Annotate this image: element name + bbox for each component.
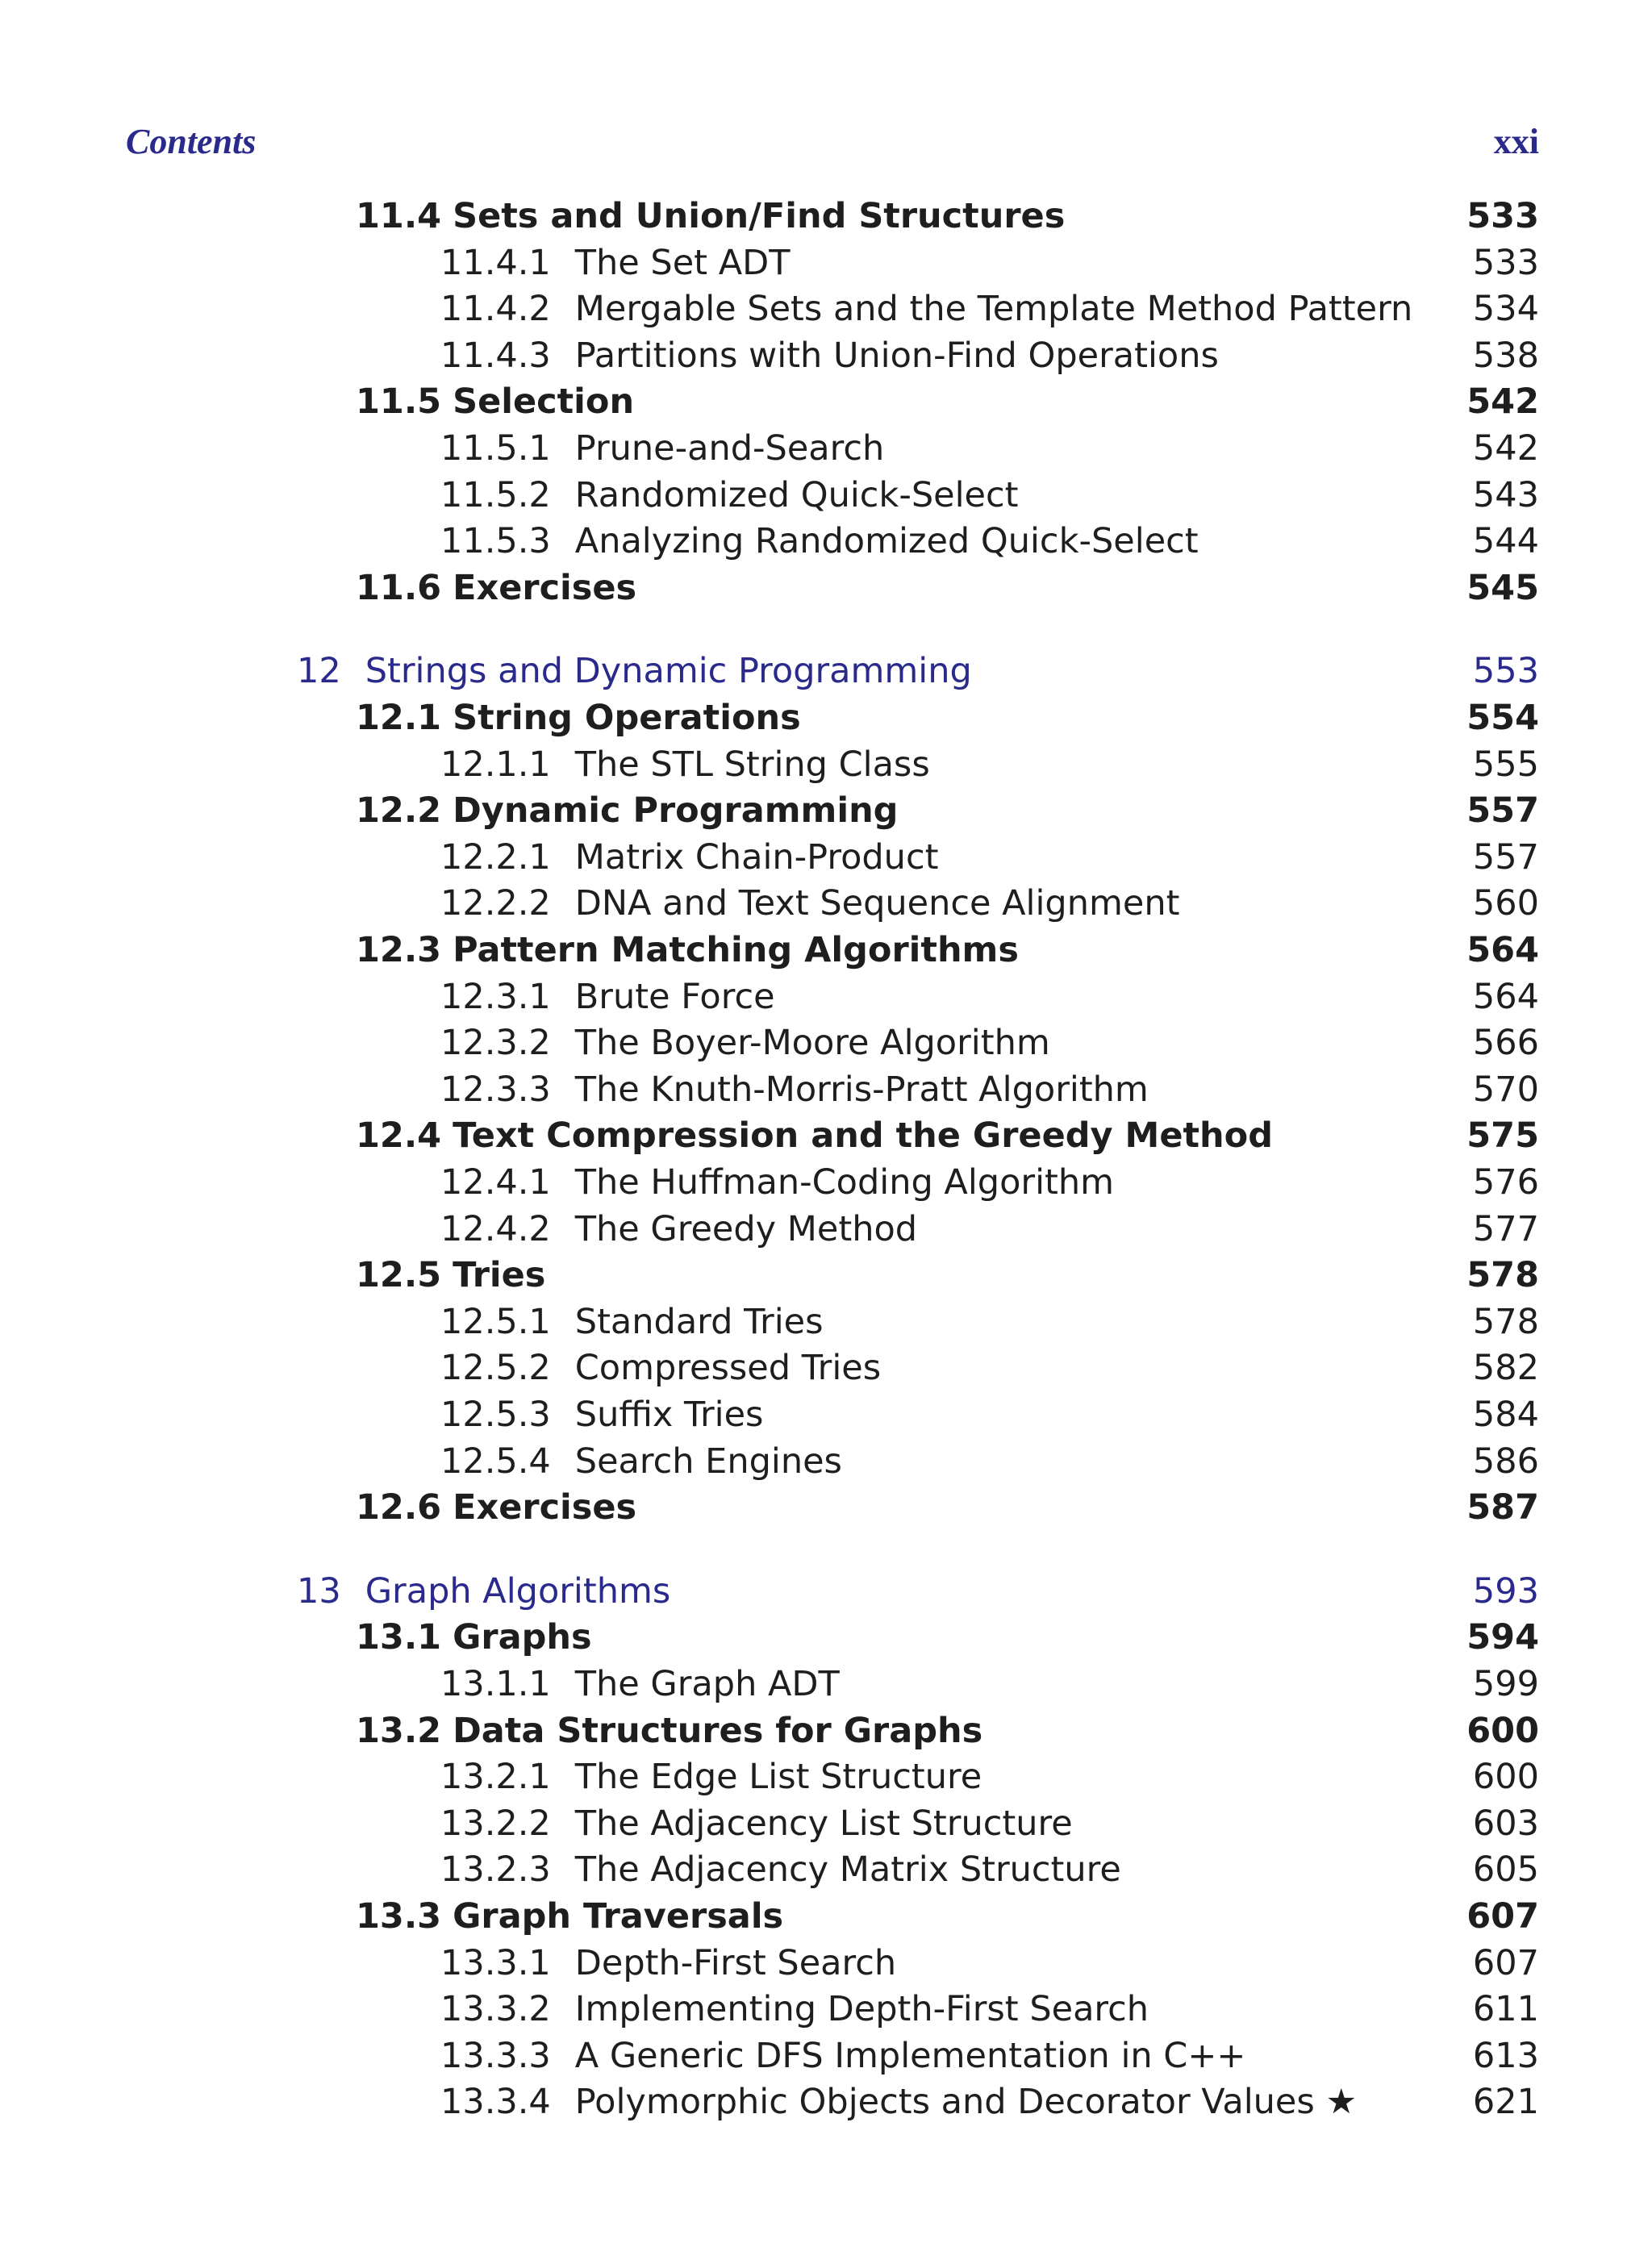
toc-entry-number: 11.5 [356,382,442,422]
toc-entry-page-number: 554 [1457,695,1539,741]
toc-entry-page-number: 570 [1463,1067,1539,1113]
toc-entry-page-number: 603 [1463,1801,1539,1847]
toc-entry-label [440,1299,835,1345]
toc-entry-page-number: 545 [1457,565,1539,611]
toc-entry-page-number: 586 [1463,1439,1539,1485]
toc-entry-page-number: 576 [1463,1160,1539,1206]
toc-entry-page-number: 607 [1457,1894,1539,1940]
toc-entry-section[interactable] [356,1485,1539,1531]
toc-entry-label [440,473,1030,519]
toc-entry-number: 12.1 [356,698,442,738]
toc-entry-title: Strings and Dynamic Programming [365,651,972,691]
toc-entry-label [440,974,786,1020]
toc-entry-title: Exercises [453,1487,637,1528]
toc-entry-title: The Set ADT [574,243,791,283]
toc-entry-number: 12.5.2 [440,1348,551,1388]
toc-entry-number: 13.3.2 [440,1989,551,2029]
toc-entry-number: 13.3.1 [440,1943,551,1983]
toc-entry-label [440,2079,1368,2125]
toc-entry-page-number: 594 [1457,1615,1539,1661]
toc-entry-number: 13 [297,1571,341,1612]
toc-entry-label [356,788,909,834]
toc-entry-page-number: 542 [1463,426,1539,472]
toc-entry-title: Partitions with Union-Find Operations [574,336,1219,376]
toc-entry-page-number: 564 [1463,974,1539,1020]
running-head-page-number: xxi [1493,122,1539,161]
toc-entry-page-number: 543 [1463,473,1539,519]
toc-entry-sub[interactable] [440,2079,1539,2125]
toc-entry-title: Prune-and-Search [574,428,885,469]
toc-entry-number: 11.6 [356,568,442,608]
toc-entry-label [356,565,648,611]
toc-entry-page-number: 577 [1463,1207,1539,1253]
toc-entry-number: 13.3 [356,1896,442,1937]
toc-entry-page-number: 607 [1463,1941,1539,1987]
toc-entry-label [356,928,1030,974]
toc-entry-title: Matrix Chain-Product [574,837,939,878]
toc-entry-label [297,1569,682,1615]
toc-entry-page-number: 560 [1463,881,1539,927]
toc-entry-label [440,1941,907,1987]
toc-entry-sub[interactable] [440,1801,1539,1847]
toc-entry-label [356,1708,994,1754]
toc-entry-section[interactable] [356,379,1539,425]
toc-entry-title: Exercises [453,568,637,608]
toc-entry-number: 12.1.1 [440,744,551,785]
toc-entry-title: Implementing Depth-First Search [574,1989,1149,2029]
toc-entry-page-number: 542 [1457,379,1539,425]
toc-entry-page-number: 557 [1457,788,1539,834]
toc-entry-sub[interactable] [440,835,1539,881]
toc-entry-title: Text Compression and the Greedy Method [453,1115,1273,1156]
toc-entry-title: Graphs [453,1617,592,1657]
toc-entry-title: Randomized Quick-Select [574,475,1019,515]
toc-entry-page-number: 575 [1457,1113,1539,1159]
toc-entry-page-number: 578 [1463,1299,1539,1345]
toc-entry-section[interactable] [356,1113,1539,1159]
toc-entry-sub[interactable] [440,1067,1539,1113]
toc-entry-title: A Generic DFS Implementation in C++ [574,2036,1246,2076]
toc-entry-number: 13.1.1 [440,1664,551,1704]
toc-entry-number: 12.6 [356,1487,442,1528]
toc-entry-title: The Greedy Method [574,1209,918,1249]
toc-entry-section[interactable] [356,695,1539,741]
toc-entry-title: The Adjacency Matrix Structure [574,1849,1121,1890]
toc-entry-number: 12.2.2 [440,883,551,924]
toc-entry-title: Mergable Sets and the Template Method Pattern [574,289,1413,329]
toc-entry-section[interactable] [356,1894,1539,1940]
toc-entry-sub[interactable] [440,1439,1539,1485]
toc-entry-title: Brute Force [574,977,775,1017]
toc-entry-section[interactable] [356,194,1539,240]
toc-entry-number: 12.5.4 [440,1441,551,1482]
toc-entry-number: 13.2.2 [440,1803,551,1844]
toc-entry-number: 12 [297,651,341,691]
toc-entry-label [440,333,1230,379]
toc-entry-page-number: 544 [1463,519,1539,565]
toc-entry-section[interactable] [356,1615,1539,1661]
toc-entry-title: Sets and Union/Find Structures [453,196,1066,236]
toc-entry-title: Search Engines [574,1441,842,1482]
toc-entry-page-number: 538 [1463,333,1539,379]
toc-entry-page-number: 593 [1463,1569,1539,1615]
toc-entry-sub[interactable] [440,1754,1539,1800]
toc-entry-title: The Edge List Structure [574,1757,982,1797]
toc-entry-title: Graph Algorithms [365,1571,671,1612]
toc-entry-page-number: 555 [1463,742,1539,788]
toc-entry-label [440,881,1191,927]
toc-entry-number: 12.5.3 [440,1395,551,1435]
toc-entry-title: Compressed Tries [574,1348,882,1388]
toc-entry-number: 13.2.3 [440,1849,551,1890]
toc-entry-page-number: 600 [1457,1708,1539,1754]
toc-entry-label [440,2033,1257,2079]
toc-entry-title: Suffix Tries [574,1395,764,1435]
toc-entry-number: 11.5.2 [440,475,551,515]
toc-entry-page-number: 611 [1463,1987,1539,2033]
toc-entry-sub[interactable] [440,742,1539,788]
toc-entry-label [440,1439,853,1485]
toc-entry-label [356,1253,557,1299]
toc-entry-number: 11.5.1 [440,428,551,469]
toc-entry-number: 13.1 [356,1617,442,1657]
toc-entry-number: 12.3 [356,930,442,970]
toc-entry-label [356,1615,603,1661]
toc-entry-number: 13.2 [356,1711,442,1751]
toc-entry-label [440,1662,851,1708]
toc-entry-number: 12.5.1 [440,1302,551,1342]
toc-entry-title: Graph Traversals [453,1896,784,1937]
toc-entry-chapter[interactable] [297,1569,1539,1615]
toc-entry-sub[interactable] [440,1020,1539,1066]
toc-entry-title: The Huffman-Coding Algorithm [574,1162,1115,1203]
toc-entry-number: 12.4.2 [440,1209,551,1249]
toc-entry-number: 13.3.3 [440,2036,551,2076]
toc-entry-page-number: 600 [1463,1754,1539,1800]
toc-entry-section[interactable] [356,928,1539,974]
toc-entry-number: 12.4 [356,1115,442,1156]
toc-entry-sub[interactable] [440,1987,1539,2033]
toc-entry-section[interactable] [356,565,1539,611]
toc-entry-label [440,1067,1160,1113]
toc-entry-sub[interactable] [440,519,1539,565]
toc-entry-page-number: 533 [1457,194,1539,240]
toc-entry-title: String Operations [453,698,801,738]
toc-entry-label [440,519,1210,565]
toc-entry-page-number: 599 [1463,1662,1539,1708]
toc-entry-number: 11.4.2 [440,289,551,329]
toc-entry-page-number: 557 [1463,835,1539,881]
toc-entry-label [440,1392,774,1438]
toc-entry-sub[interactable] [440,333,1539,379]
toc-entry-number: 13.3.4 [440,2082,551,2122]
toc-entry-section[interactable] [356,1708,1539,1754]
toc-entry-page-number: 534 [1463,286,1539,332]
toc-entry-label [440,1020,1062,1066]
running-head [126,121,1539,166]
toc-entry-number: 12.4.1 [440,1162,551,1203]
toc-entry-title: The Adjacency List Structure [574,1803,1073,1844]
toc-entry-title: DNA and Text Sequence Alignment [574,883,1180,924]
toc-entry-label [440,1801,1084,1847]
toc-entry-page-number: 621 [1463,2079,1539,2125]
toc-entry-sub[interactable] [440,2033,1539,2079]
toc-entry-sub[interactable] [440,1941,1539,1987]
toc-entry-title: Polymorphic Objects and Decorator Values ★ [574,2082,1358,2122]
toc-entry-label [440,286,1424,332]
toc-entry-label [440,240,802,286]
toc-entry-label [440,1160,1125,1206]
toc-entry-label [297,648,983,694]
toc-entry-label [356,1894,795,1940]
running-head-title: Contents [126,122,257,161]
toc-entry-sub[interactable] [440,1299,1539,1345]
toc-entry-sub[interactable] [440,881,1539,927]
toc-entry-number: 13.2.1 [440,1757,551,1797]
toc-entry-sub[interactable] [440,1160,1539,1206]
toc-entry-number: 12.2.1 [440,837,551,878]
toc-entry-page-number: 587 [1457,1485,1539,1531]
toc-entry-number: 11.4.1 [440,243,551,283]
toc-entry-sub[interactable] [440,473,1539,519]
toc-entry-section[interactable] [356,1253,1539,1299]
toc-entry-number: 11.4.3 [440,336,551,376]
toc-entry-sub[interactable] [440,1662,1539,1708]
toc-entry-title: Dynamic Programming [453,790,899,831]
toc-entry-page-number: 584 [1463,1392,1539,1438]
toc-entry-number: 12.3.1 [440,977,551,1017]
toc-entry-title: Selection [453,382,635,422]
toc-entry-title: The Boyer-Moore Algorithm [574,1023,1050,1063]
toc-entry-label [356,1485,648,1531]
toc-entry-page-number: 578 [1457,1253,1539,1299]
toc-entry-sub[interactable] [440,286,1539,332]
toc-entry-title: The Graph ADT [574,1664,840,1704]
toc-entry-sub[interactable] [440,974,1539,1020]
toc-entry-label [356,1113,1284,1159]
toc-entry-sub[interactable] [440,426,1539,472]
toc-entry-page-number: 564 [1457,928,1539,974]
toc-entry-title: Pattern Matching Algorithms [453,930,1019,970]
toc-entry-number: 11.4 [356,196,442,236]
toc-entry-page-number: 605 [1463,1847,1539,1893]
toc-entry-sub[interactable] [440,1847,1539,1893]
toc-entry-title: Data Structures for Graphs [453,1711,983,1751]
toc-entry-title: The Knuth-Morris-Pratt Algorithm [574,1070,1149,1110]
toc-entry-label [440,1987,1160,2033]
toc-entry-page-number: 533 [1463,240,1539,286]
toc-entry-sub[interactable] [440,240,1539,286]
toc-entry-label [440,426,895,472]
toc-entry-label [440,1207,928,1253]
toc-entry-number: 12.3.2 [440,1023,551,1063]
toc-entry-title: Tries [453,1255,546,1295]
toc-entry-chapter[interactable] [297,648,1539,694]
toc-entry-title: Analyzing Randomized Quick-Select [574,521,1199,561]
toc-entry-page-number: 582 [1463,1345,1539,1391]
toc-entry-label [440,1847,1133,1893]
toc-entry-sub[interactable] [440,1345,1539,1391]
toc-entry-number: 11.5.3 [440,521,551,561]
toc-entry-number: 12.5 [356,1255,442,1295]
toc-entry-label [440,1345,892,1391]
toc-entry-label [356,194,1076,240]
toc-entry-label [356,695,812,741]
toc-entry-label [440,742,941,788]
toc-entry-label [440,1754,993,1800]
toc-entry-label [440,835,949,881]
toc-entry-section[interactable] [356,788,1539,834]
toc-entry-sub[interactable] [440,1392,1539,1438]
toc-entry-number: 12.2 [356,790,442,831]
toc-entry-sub[interactable] [440,1207,1539,1253]
toc-entry-title: The STL String Class [574,744,930,785]
toc-entry-page-number: 553 [1463,648,1539,694]
toc-entry-page-number: 566 [1463,1020,1539,1066]
toc-entry-number: 12.3.3 [440,1070,551,1110]
toc-entry-label [356,379,645,425]
toc-entry-page-number: 613 [1463,2033,1539,2079]
toc-entry-title: Depth-First Search [574,1943,897,1983]
toc-entry-title: Standard Tries [574,1302,824,1342]
